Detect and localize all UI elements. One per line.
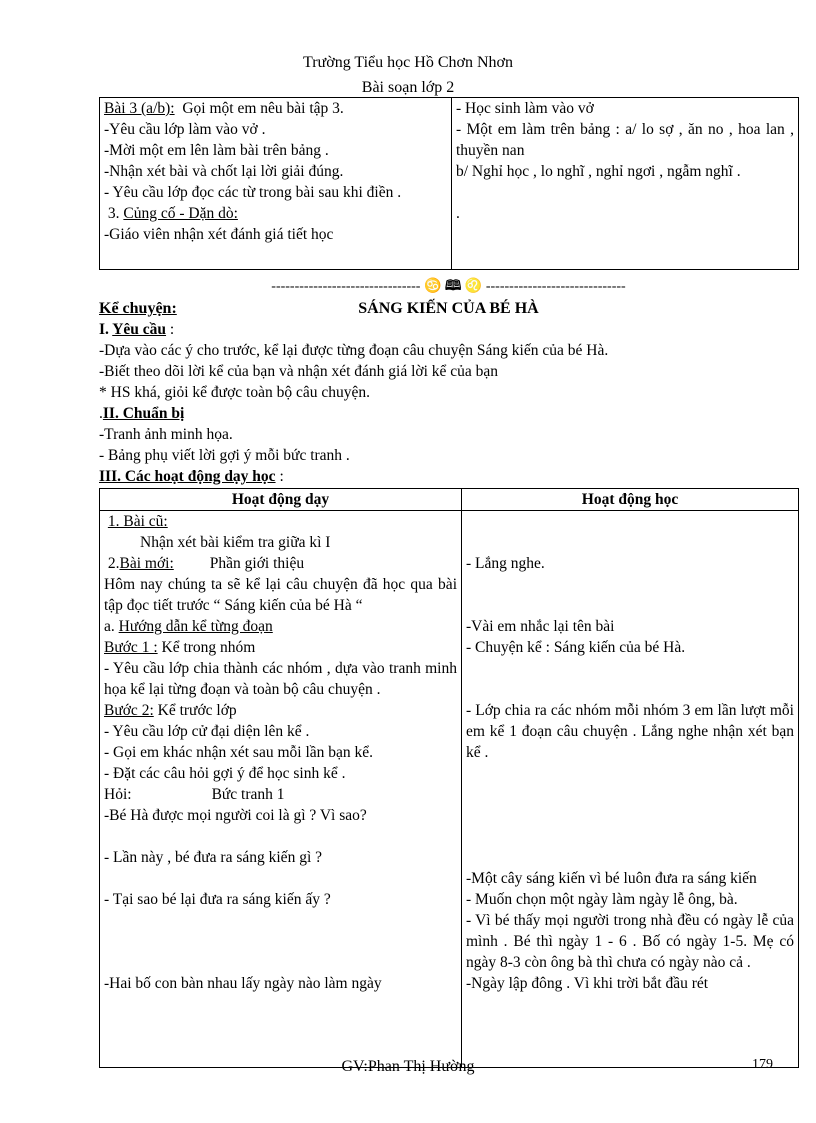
subsection-title: Hướng dẫn kể từng đoạn [118, 618, 273, 635]
answer-text: b/ Nghỉ học , lo nghĩ , nghỉ ngơi , ngẫm nghĩ . [456, 163, 741, 180]
school-name: Trường Tiểu học Hồ Chơn Nhơn [303, 54, 513, 71]
page-subtitle: Bài soạn lớp 2 [361, 79, 455, 96]
requirements-heading [99, 319, 174, 340]
response-text: - Lớp chia ra các nhóm mỗi nhóm 3 em lần lượt mỗi em kể 1 đoạn câu chuyện . Lắng nghe nhận xét bạn kể . [466, 702, 794, 761]
section-number: I. [99, 321, 113, 338]
step-label: Bước 1 : [104, 639, 158, 656]
activities-heading [99, 466, 284, 487]
step-text: -Mời một em lên làm bài trên bảng . [104, 142, 329, 159]
goal-item: * HS khá, giỏi kể được toàn bộ câu chuyện. [99, 384, 370, 401]
question-text: - Lần này , bé đưa ra sáng kiến gì ? [104, 849, 322, 866]
section-title: II. Chuẩn bị [102, 405, 185, 422]
column-header-teaching: Hoạt động dạy [100, 489, 462, 511]
step-text: -Giáo viên nhận xét đánh giá tiết học [104, 226, 334, 243]
review-text: Nhận xét bài kiểm tra giữa kì I [140, 534, 331, 551]
prep-item: - Bảng phụ viết lời gợi ý mỗi bức tranh . [99, 447, 350, 464]
teaching-cell [100, 511, 462, 1068]
exercise-label: Bài 3 (a/b): [104, 100, 175, 117]
question-text: - Tại sao bé lại đưa ra sáng kiến ấy ? [104, 891, 331, 908]
instruction-text: - Gọi em khác nhận xét sau mỗi lần bạn kể. [104, 744, 374, 761]
preparation-heading [99, 403, 184, 424]
top-table [99, 97, 799, 270]
goal-item: -Biết theo dõi lời kể của bạn và nhận xét đánh giá lời kể của bạn [99, 363, 499, 380]
answer-text: -Một cây sáng kiến vì bé luôn đưa ra sáng kiến [466, 870, 757, 887]
divider-dashes: ------------------------------ [485, 279, 626, 294]
section-divider [99, 276, 798, 297]
step-text: - Yêu cầu lớp đọc các từ trong bài sau khi điền . [104, 184, 402, 201]
question-text: -Hai bố con bàn nhau lấy ngày nào làm ngày [104, 975, 382, 992]
lesson-category: Kể chuyện: [99, 300, 177, 317]
section-title: III. Các hoạt động dạy học [99, 468, 276, 485]
learning-cell [462, 511, 799, 1068]
instruction-text: - Yêu cầu lớp cử đại diện lên kể . [104, 723, 310, 740]
lesson-title: SÁNG KIẾN CỦA BÉ HÀ [358, 300, 539, 317]
requirements-list [99, 340, 799, 403]
section-number: 2. [107, 555, 120, 572]
step-text: -Yêu cầu lớp làm vào vở . [104, 121, 266, 138]
section-title: Củng cố - Dặn dò: [123, 205, 238, 222]
response-text: - Chuyện kể : Sáng kiến của bé Hà. [466, 639, 686, 656]
answer-text: - Học sinh làm vào vở [456, 100, 594, 117]
picture-label: Bức tranh 1 [211, 786, 285, 803]
column-header-learning: Hoạt động học [462, 489, 799, 511]
response-text: - Lắng nghe. [466, 555, 545, 572]
colon: : [275, 468, 284, 485]
intro-text: Hôm nay chúng ta sẽ kể lại câu chuyện đã học qua bài tập đọc tiết trước “ Sáng kiến của bé Hà “ [104, 576, 457, 614]
instruction-text: - Đặt các câu hỏi gợi ý để học sinh kể . [104, 765, 346, 782]
step-label: Bước 2: [104, 702, 154, 719]
intro-label: Phần giới thiệu [209, 555, 305, 572]
prefix: . [99, 405, 103, 422]
prep-item: -Tranh ảnh minh họa. [99, 426, 233, 443]
divider-dashes: -------------------------------- [271, 279, 421, 294]
top-table-right-cell [452, 98, 799, 270]
instruction-text: - Yêu cầu lớp chia thành các nhóm , dựa vào tranh minh họa kể lại từng đoạn và toàn bộ câu chuyện . [104, 660, 457, 698]
step-text: -Nhận xét bài và chốt lại lời giải đúng. [104, 163, 344, 180]
section-title: Yêu cầu [112, 321, 167, 338]
answer-text: -Ngày lập đông . Vì khi trời bắt đầu rét [466, 975, 709, 992]
section-number: 3. [107, 205, 124, 222]
answer-text: - Vì bé thấy mọi người trong nhà đều có ngày lễ của mình . Bé thì ngày 1 - 6 . Bố có ngày 1-5. Mẹ có ngày 8-3 còn ông bà thì chưa có ngày nào cả . [466, 912, 794, 971]
activities-table [99, 488, 799, 1068]
answer-text: - Muốn chọn một ngày làm ngày lễ ông, bà. [466, 891, 738, 908]
exercise-text: Gọi một em nêu bài tập 3. [182, 100, 344, 117]
question-label: Hỏi: [104, 786, 132, 803]
page-number: 179 [752, 1057, 773, 1072]
top-table-left-cell [100, 98, 452, 270]
ornament-icon: ♋ 🕮 ♌ [423, 279, 483, 294]
step-text: Kể trước lớp [153, 702, 237, 719]
item-letter: a. [104, 618, 119, 635]
section-title: Bài mới: [119, 555, 174, 572]
preparation-list [99, 424, 799, 466]
answer-text: - Một em làm trên bảng : a/ lo sợ , ăn no , hoa lan , thuyền nan [456, 121, 794, 159]
answer-text: . [456, 205, 460, 222]
goal-item: -Dựa vào các ý cho trước, kể lại được từng đoạn câu chuyện Sáng kiến của bé Hà. [99, 342, 609, 359]
teacher-name: GV:Phan Thị Hường [341, 1058, 475, 1075]
colon: : [166, 321, 175, 338]
step-text: Kể trong nhóm [157, 639, 256, 656]
section-title: 1. Bài cũ: [107, 513, 168, 530]
response-text: -Vài em nhắc lại tên bài [466, 618, 615, 635]
question-text: -Bé Hà được mọi người coi là gì ? Vì sao? [104, 807, 367, 824]
